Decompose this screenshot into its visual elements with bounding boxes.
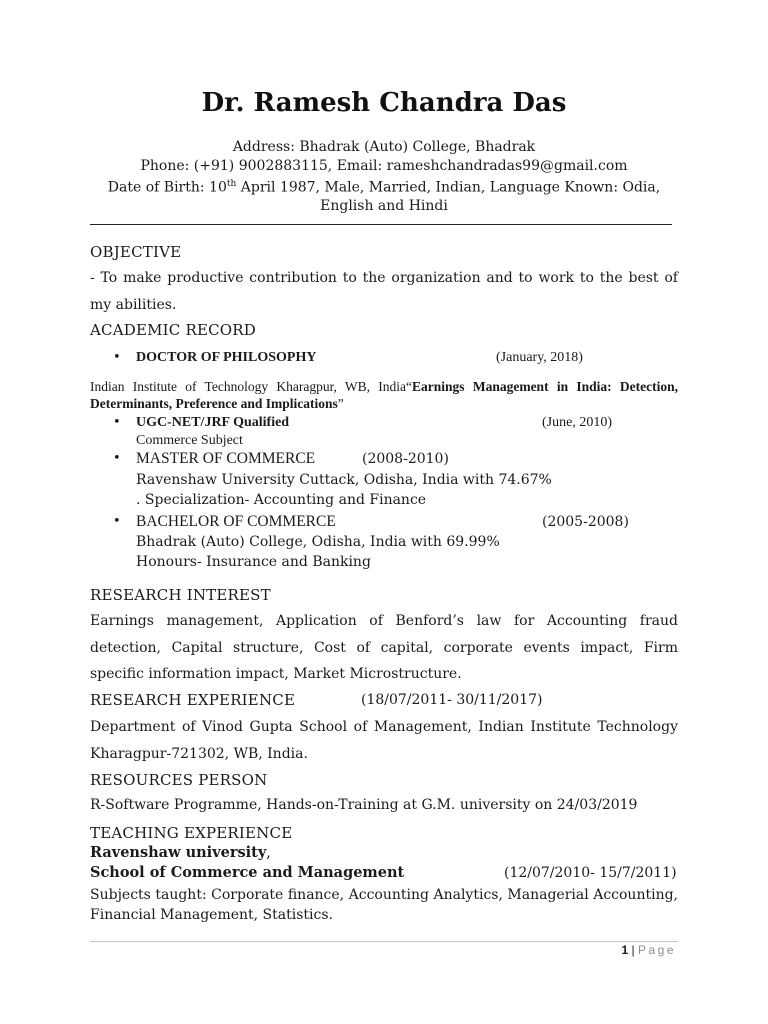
teaching-subjects: Subjects taught: Corporate finance, Accounting Analytics, Managerial Accounting, Financial Management, Statistics. bbox=[90, 887, 678, 923]
net-title: UGC-NET/JRF Qualified bbox=[136, 415, 290, 430]
teaching-university-line bbox=[90, 844, 271, 861]
research-experience-date: (18/07/2011- 30/11/2017) bbox=[361, 692, 543, 708]
page-label: Page bbox=[637, 943, 676, 957]
phd-date: (January, 2018) bbox=[496, 350, 583, 365]
footer-divider bbox=[90, 941, 678, 942]
objective-heading: OBJECTIVE bbox=[90, 243, 182, 261]
personal-details bbox=[90, 175, 678, 215]
mcom-specialization: . Specialization- Accounting and Finance bbox=[136, 492, 427, 508]
page-number: 1 bbox=[621, 943, 629, 957]
phd-institute: Indian Institute of Technology Kharagpur, WB, India“ bbox=[90, 379, 413, 394]
dob-superscript: th bbox=[226, 179, 237, 189]
phd-thesis-title: Earnings Management in India: Detection, Determinants, Preference and Implications bbox=[90, 379, 678, 411]
mcom-title: MASTER OF COMMERCE bbox=[136, 450, 316, 467]
teaching-school: School of Commerce and Management bbox=[90, 864, 405, 881]
net-subject: Commerce Subject bbox=[136, 433, 243, 448]
research-interest-heading: RESEARCH INTEREST bbox=[90, 586, 271, 604]
phd-title: DOCTOR OF PHILOSOPHY bbox=[136, 350, 317, 365]
teaching-heading: TEACHING EXPERIENCE bbox=[90, 824, 293, 842]
teaching-university: Ravenshaw university bbox=[90, 844, 267, 861]
bcom-title: BACHELOR OF COMMERCE bbox=[136, 513, 336, 530]
page-footer bbox=[621, 943, 676, 957]
dob-suffix: April 1987, Male, Married, Indian, Language Known: Odia, English and Hindi bbox=[236, 179, 661, 214]
research-experience-text: Department of Vinod Gupta School of Management, Indian Institute Technology Kharagpur-721302, WB, India. bbox=[90, 719, 678, 762]
academic-heading: ACADEMIC RECORD bbox=[90, 321, 256, 339]
header-divider bbox=[90, 224, 672, 225]
bullet-phd: • bbox=[113, 350, 121, 365]
bcom-date: (2005-2008) bbox=[542, 514, 629, 530]
bullet-net: • bbox=[113, 415, 121, 430]
resources-heading: RESOURCES PERSON bbox=[90, 771, 268, 789]
bullet-bcom: • bbox=[113, 514, 121, 529]
net-date: (June, 2010) bbox=[542, 415, 612, 430]
page-separator: | bbox=[628, 943, 638, 957]
phone-email-line: Phone: (+91) 9002883115, Email: rameshchandradas99@gmail.com bbox=[140, 158, 628, 174]
phd-quote-close: ” bbox=[337, 396, 344, 411]
research-interest-text: Earnings management, Application of Benford’s law for Accounting fraud detection, Capital structure, Cost of capital, corporate events impact, Firm specific information impact, Market Microstructure. bbox=[90, 613, 678, 682]
mcom-university: Ravenshaw University Cuttack, Odisha, India with 74.67% bbox=[136, 472, 552, 488]
candidate-name: Dr. Ramesh Chandra Das bbox=[201, 88, 567, 118]
phd-details bbox=[90, 378, 678, 412]
teaching-university-comma: , bbox=[266, 845, 271, 861]
address-line: Address: Bhadrak (Auto) College, Bhadrak bbox=[232, 139, 536, 155]
resources-text: R-Software Programme, Hands-on-Training at G.M. university on 24/03/2019 bbox=[90, 797, 638, 813]
bcom-honours: Honours- Insurance and Banking bbox=[136, 554, 371, 570]
dob-prefix: Date of Birth: 10 bbox=[107, 179, 227, 196]
bullet-mcom: • bbox=[113, 451, 121, 466]
objective-text: - To make productive contribution to the organization and to work to the best of my abilities. bbox=[90, 270, 678, 313]
research-experience-heading: RESEARCH EXPERIENCE bbox=[90, 691, 296, 709]
mcom-date: (2008-2010) bbox=[362, 451, 449, 467]
bcom-college: Bhadrak (Auto) College, Odisha, India with 69.99% bbox=[136, 534, 500, 550]
teaching-date: (12/07/2010- 15/7/2011) bbox=[504, 865, 677, 881]
